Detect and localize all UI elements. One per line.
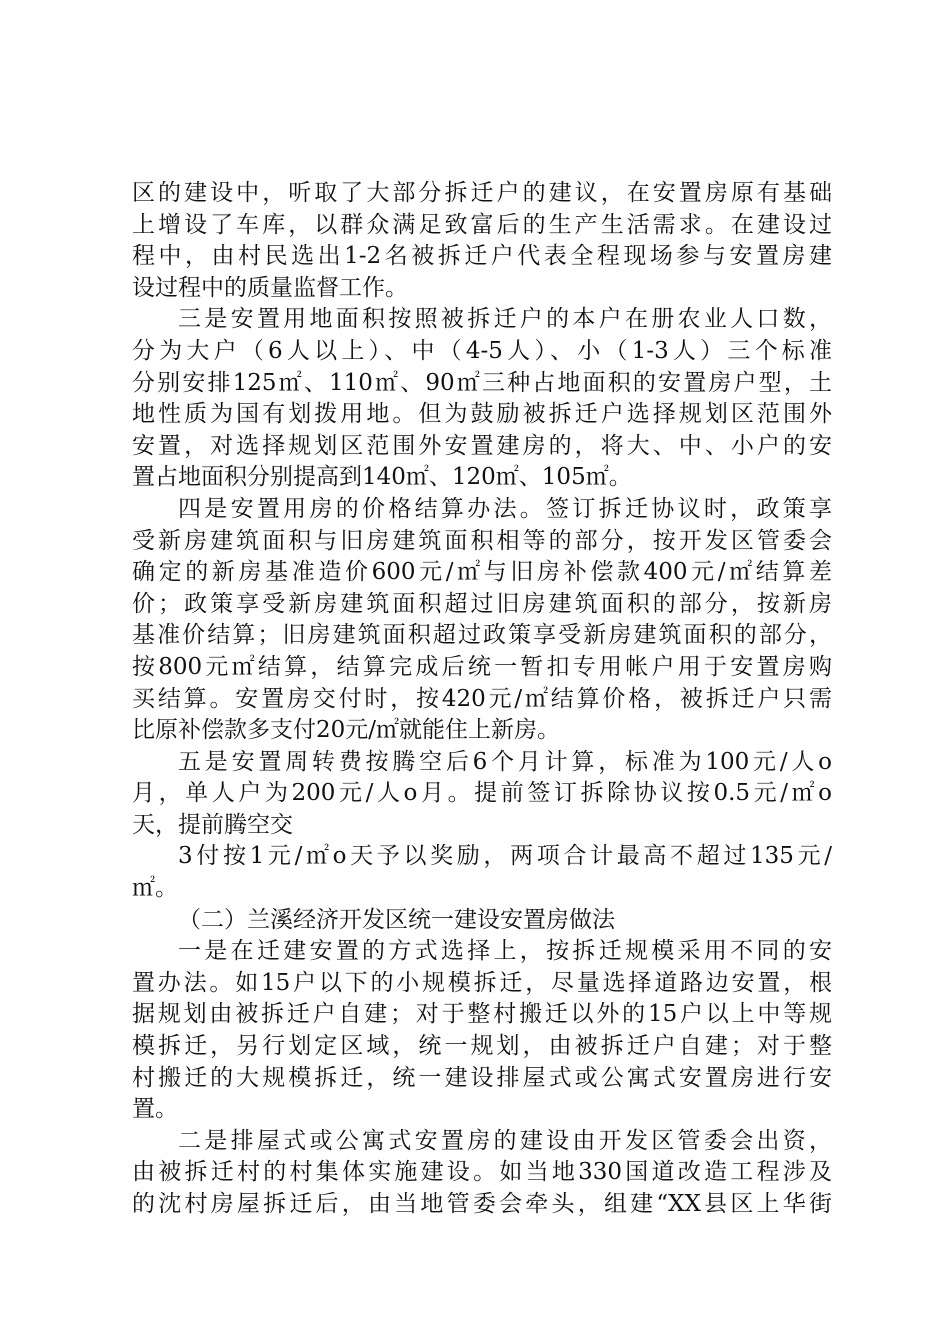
text-line: 安置，对选择规划区范围外安置建房的，将大、中、小户的安 — [132, 432, 832, 459]
text-line: 月，单人户为200元/人o月。提前签订拆除协议按0.5元/㎡o — [132, 780, 832, 807]
text-line: 分别安排125㎡、110㎡、90㎡三种占地面积的安置房户型，土 — [132, 369, 832, 396]
text-line: 区的建设中，听取了大部分拆迁户的建议，在安置房原有基础 — [132, 180, 832, 206]
text-line: 村搬迁的大规模拆迁，统一建设排屋式或公寓式安置房进行安 — [132, 1064, 832, 1091]
text-line: 价；政策享受新房建筑面积超过旧房建筑面积的部分，按新房 — [132, 590, 832, 617]
paragraph-start-line: 一是在迁建安置的方式选择上，按拆迁规模采用不同的安 — [178, 938, 832, 965]
text-line: 按800元㎡结算，结算完成后统一暂扣专用帐户用于安置房购 — [132, 653, 832, 680]
text-line: 设过程中的质量监督工作。 — [132, 274, 408, 301]
text-line: 基准价结算；旧房建筑面积超过政策享受新房建筑面积的部分， — [132, 622, 832, 649]
text-line: 置办法。如15户以下的小规模拆迁，尽量选择道路边安置，根 — [132, 969, 832, 996]
text-line: 天，提前腾空交 — [132, 811, 293, 838]
text-line: 分为大户（6人以上）、中（4-5人）、小（1-3人）三个标准 — [132, 337, 832, 364]
paragraph-start-line: 三是安置用地面积按照被拆迁户的本户在册农业人口数， — [178, 306, 832, 333]
paragraph-start-line: 3付按1元/㎡o天予以奖励，两项合计最高不超过135元/ — [178, 843, 832, 870]
text-line: 置占地面积分别提高到140㎡、120㎡、105㎡。 — [132, 464, 632, 491]
text-line: 程中，由村民选出1-2名被拆迁户代表全程现场参与安置房建 — [132, 243, 832, 270]
document-body — [132, 178, 832, 1221]
paragraph-start-line: 二是排屋式或公寓式安置房的建设由开发区管委会出资， — [178, 1127, 832, 1154]
section-heading: （二）兰溪经济开发区统一建设安置房做法 — [178, 906, 615, 933]
text-line: 确定的新房基准造价600元/㎡与旧房补偿款400元/㎡结算差 — [132, 559, 832, 586]
text-line: 据规划由被拆迁户自建；对于整村搬迁以外的15户以上中等规 — [132, 1001, 832, 1028]
text-line: 的沈村房屋拆迁后，由当地管委会牵头，组建“XX县区上华街 — [132, 1191, 832, 1217]
text-line: 置。 — [132, 1096, 178, 1123]
text-line: 上增设了车库，以群众满足致富后的生产生活需求。在建设过 — [132, 211, 832, 238]
text-line: ㎡。 — [132, 875, 178, 902]
text-line: 由被拆迁村的村集体实施建设。如当地330国道改造工程涉及 — [132, 1159, 832, 1186]
text-line: 地性质为国有划拨用地。但为鼓励被拆迁户选择规划区范围外 — [132, 401, 832, 428]
text-line: 比原补偿款多支付20元/㎡就能住上新房。 — [132, 717, 561, 744]
paragraph-start-line: 四是安置用房的价格结算办法。签订拆迁协议时，政策享 — [178, 495, 832, 522]
text-line: 受新房建筑面积与旧房建筑面积相等的部分，按开发区管委会 — [132, 527, 832, 554]
text-line: 模拆迁，另行划定区域，统一规划，由被拆迁户自建；对于整 — [132, 1033, 832, 1060]
text-line: 买结算。安置房交付时，按420元/㎡结算价格，被拆迁户只需 — [132, 685, 832, 712]
paragraph-start-line: 五是安置周转费按腾空后6个月计算，标准为100元/人o — [178, 748, 832, 775]
